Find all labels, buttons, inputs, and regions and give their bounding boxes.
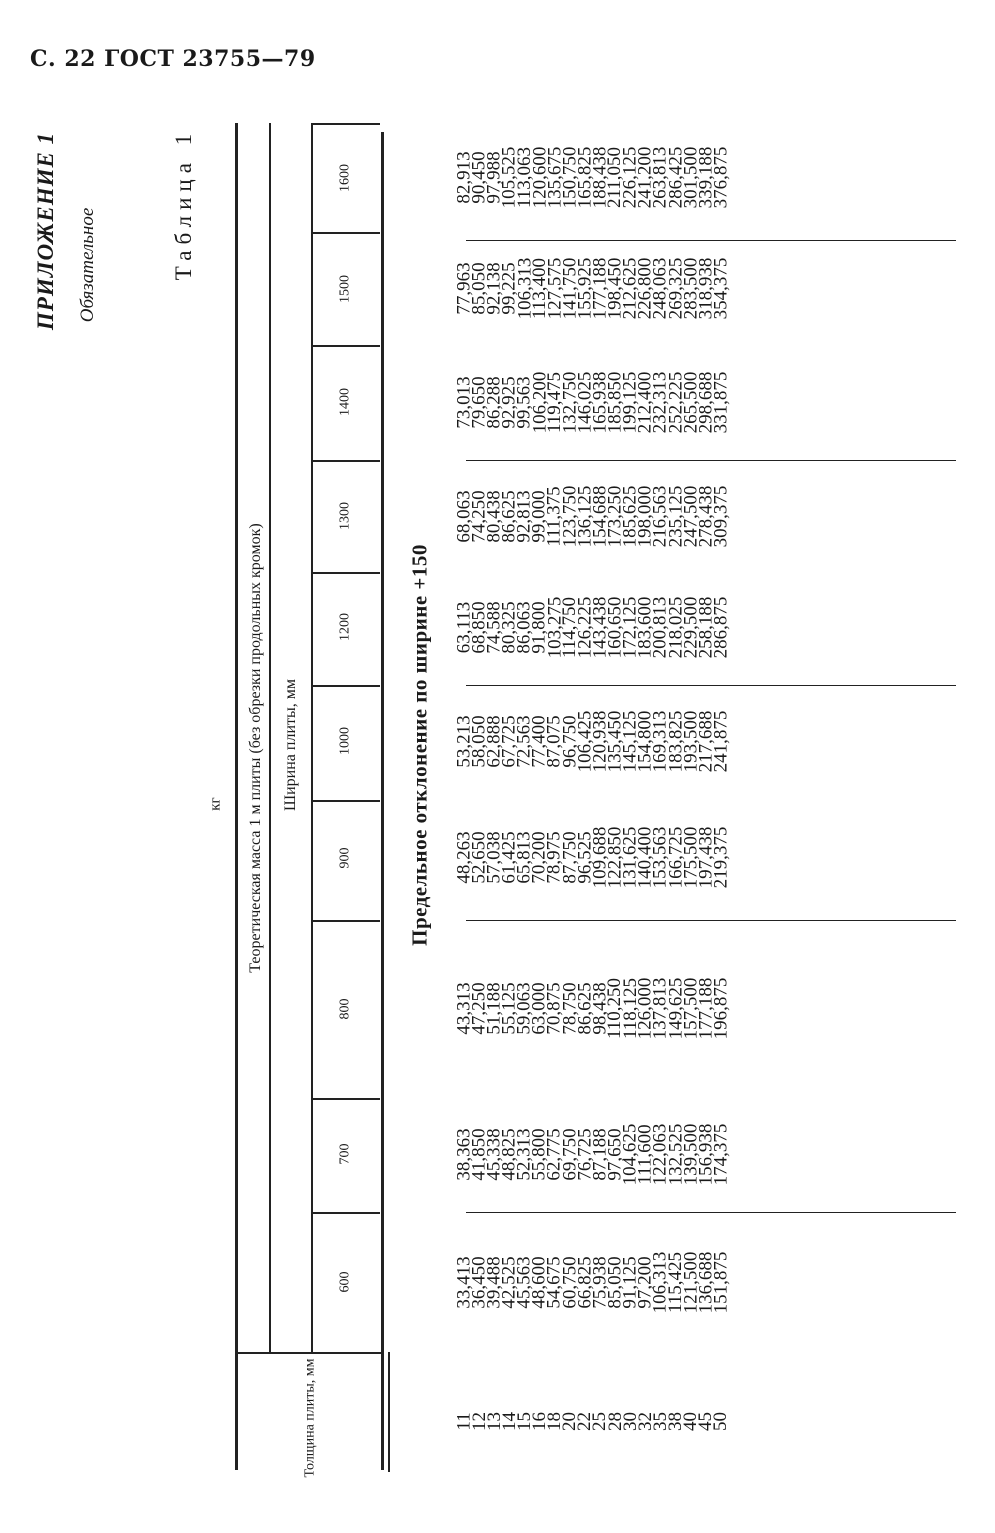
thickness-label (710, 1404, 732, 1439)
mass-value: 141,750 (559, 257, 581, 320)
mass-value: 97,200 (634, 1255, 656, 1309)
column-group-separator (466, 685, 956, 686)
mass-value: 76,725 (574, 1127, 596, 1181)
mass-value: 87,750 (559, 831, 581, 884)
mass-value: 39,488 (483, 1255, 505, 1309)
mass-value: 212,400 (634, 371, 656, 433)
mass-value: 65,813 (513, 831, 535, 884)
mass-value: 52,650 (468, 831, 490, 884)
width-header-separator (312, 232, 380, 234)
mass-value: 199,125 (619, 371, 641, 433)
mass-cell (710, 242, 732, 335)
mass-value: 175,500 (680, 826, 701, 889)
thickness-value: 38 (664, 1412, 686, 1431)
mass-value: 154,688 (589, 485, 611, 547)
mass-value: 177,188 (695, 977, 717, 1040)
mass-value: 174,375 (710, 1123, 732, 1185)
mass-value: 51,188 (483, 982, 505, 1035)
width-header-1200: 1200 (337, 613, 353, 641)
mass-cell (710, 695, 732, 787)
mass-value: 91,125 (619, 1255, 641, 1309)
mass-value: 70,875 (544, 982, 566, 1035)
mass-value: 185,625 (619, 485, 641, 547)
mass-value: 48,263 (453, 831, 475, 884)
mass-value: 269,325 (664, 257, 686, 320)
mass-value: 106,313 (649, 1251, 671, 1313)
mass-value: 85,050 (604, 1255, 626, 1309)
mass-value: 70,200 (529, 831, 550, 884)
mass-value: 111,375 (544, 485, 566, 547)
mass-value: 77,963 (453, 262, 475, 315)
mass-value: 121,500 (680, 1251, 701, 1313)
mass-value: 62,888 (483, 714, 505, 768)
mass-value: 126,000 (634, 977, 656, 1040)
width-header-separator (312, 800, 380, 802)
thickness-value: 20 (559, 1412, 581, 1431)
width-header-800: 800 (337, 998, 353, 1019)
column-group-separator (466, 240, 956, 241)
mass-value: 229,500 (680, 596, 701, 658)
mass-value: 156,938 (695, 1123, 717, 1185)
column-group-separator (466, 920, 956, 921)
mass-value: 318,938 (695, 257, 717, 320)
mass-value: 111,600 (634, 1123, 656, 1185)
mass-cell (710, 930, 732, 1087)
mass-value: 165,825 (574, 146, 596, 209)
mass-value: 263,813 (649, 146, 671, 209)
width-header-separator (312, 572, 380, 574)
mass-cell (710, 470, 732, 562)
mass-value: 67,725 (498, 714, 520, 768)
mass-value: 79,650 (468, 375, 490, 429)
mass-value: 286,425 (664, 146, 686, 209)
mass-value: 135,450 (604, 710, 626, 772)
mass-value: 193,500 (680, 710, 701, 772)
mass-value: 86,288 (483, 375, 505, 429)
mass-value: 212,625 (619, 257, 641, 320)
mass-value: 55,800 (529, 1127, 550, 1181)
width-header-700: 700 (337, 1143, 353, 1165)
mass-value: 87,188 (589, 1127, 611, 1181)
mass-cell (710, 1108, 732, 1200)
width-caption-divider (311, 123, 313, 1352)
thickness-value: 40 (680, 1412, 701, 1431)
mass-value: 78,750 (559, 982, 581, 1035)
mass-value: 61,425 (498, 831, 520, 884)
mass-caption-divider (269, 123, 271, 1352)
mass-value: 66,825 (574, 1255, 596, 1309)
mass-value: 226,800 (634, 257, 656, 320)
width-header-1000: 1000 (337, 727, 353, 755)
mass-value: 376,875 (710, 146, 732, 209)
width-header-separator (312, 1098, 380, 1100)
mass-value: 137,813 (649, 977, 671, 1040)
mass-value: 120,600 (529, 146, 550, 209)
unit-label: кг (207, 797, 224, 811)
thickness-value: 11 (453, 1412, 475, 1431)
mass-value: 265,500 (680, 371, 701, 433)
width-header-1600: 1600 (337, 163, 353, 192)
mass-value: 54,675 (544, 1255, 566, 1309)
thickness-value: 14 (498, 1412, 520, 1431)
mass-value: 52,313 (513, 1127, 535, 1181)
mass-value: 43,313 (453, 982, 475, 1035)
mass-value: 104,625 (619, 1123, 641, 1185)
width-header-600: 600 (337, 1271, 353, 1293)
mass-value: 154,800 (634, 710, 656, 772)
mass-value: 68,063 (453, 489, 475, 543)
mass-value: 217,688 (695, 710, 717, 772)
table-border-left (235, 123, 238, 1470)
mass-value: 136,688 (695, 1251, 717, 1313)
mass-value: 92,813 (513, 489, 535, 543)
mass-value: 177,188 (589, 257, 611, 320)
thickness-header: Толщина плиты, мм (302, 1358, 318, 1478)
mass-value: 198,450 (604, 257, 626, 320)
width-header-separator (312, 1212, 380, 1214)
thickness-value: 28 (604, 1412, 626, 1431)
thickness-value: 13 (483, 1412, 505, 1431)
mass-value: 166,725 (664, 826, 686, 889)
mass-value: 62,775 (544, 1127, 566, 1181)
mass-value: 99,000 (529, 489, 550, 543)
mass-value: 77,400 (529, 714, 550, 768)
mass-value: 136,125 (574, 485, 596, 547)
mass-value: 55,125 (498, 982, 520, 1035)
mass-value: 86,063 (513, 600, 535, 654)
mass-value: 278,438 (695, 485, 717, 547)
mass-value: 105,525 (498, 146, 520, 209)
column-group-separator (466, 460, 956, 461)
mass-value: 151,875 (710, 1251, 732, 1313)
mass-value: 115,425 (664, 1251, 686, 1313)
mass-value: 63,000 (529, 982, 550, 1035)
mass-value: 92,138 (483, 262, 505, 315)
width-header-1500: 1500 (337, 274, 353, 303)
mass-value: 42,525 (498, 1255, 520, 1309)
mass-value: 45,338 (483, 1127, 505, 1181)
mass-value: 165,938 (589, 371, 611, 433)
page-header: С. 22 ГОСТ 23755—79 (30, 46, 316, 72)
mass-caption: Теоретическая масса 1 м плиты (без обрезки продольных кромок) (247, 523, 264, 973)
mass-value: 72,563 (513, 714, 535, 768)
header-body-divider (381, 132, 384, 1470)
width-header-separator (312, 460, 380, 462)
mass-value: 98,438 (589, 982, 611, 1035)
mass-value: 33,413 (453, 1255, 475, 1309)
mass-value: 126,225 (574, 596, 596, 658)
mass-value: 339,188 (695, 146, 717, 209)
column-group-separator (466, 1212, 956, 1213)
mass-value: 82,913 (453, 151, 475, 204)
mass-value: 123,750 (559, 485, 581, 547)
mass-value: 309,375 (710, 485, 732, 547)
mass-value: 106,425 (574, 710, 596, 772)
mass-value: 85,050 (468, 262, 490, 315)
mass-value: 248,063 (649, 257, 671, 320)
mass-value: 48,825 (498, 1127, 520, 1181)
mass-value: 118,125 (619, 977, 641, 1040)
mass-value: 216,563 (649, 485, 671, 547)
width-caption: Ширина плиты, мм (282, 678, 299, 812)
mass-value: 226,125 (619, 146, 641, 209)
thickness-value: 16 (529, 1412, 550, 1431)
mass-value: 172,125 (619, 596, 641, 658)
mass-value: 146,025 (574, 371, 596, 433)
mass-value: 153,563 (649, 826, 671, 889)
mass-value: 241,200 (634, 146, 656, 209)
mass-value: 69,750 (559, 1127, 581, 1181)
mass-value: 48,600 (529, 1255, 550, 1309)
mass-value: 110,250 (604, 977, 626, 1040)
width-header-1300: 1300 (337, 502, 353, 530)
mass-value: 78,975 (544, 831, 566, 884)
mass-value: 38,363 (453, 1127, 475, 1181)
mass-value: 241,875 (710, 710, 732, 772)
mass-value: 47,250 (468, 982, 490, 1035)
mass-value: 97,650 (604, 1127, 626, 1181)
mass-value: 140,400 (634, 826, 656, 889)
mass-value: 122,063 (649, 1123, 671, 1185)
mass-value: 219,375 (710, 826, 732, 889)
mass-value: 120,938 (589, 710, 611, 772)
mass-value: 97,988 (483, 151, 505, 204)
width-header-900: 900 (337, 847, 353, 868)
mass-value: 109,688 (589, 826, 611, 889)
mass-value: 57,038 (483, 831, 505, 884)
mass-value: 252,225 (664, 371, 686, 433)
mass-value: 106,200 (529, 371, 550, 433)
header-divider (237, 1352, 382, 1354)
mass-value: 286,875 (710, 596, 732, 658)
mass-value: 59,063 (513, 982, 535, 1035)
mass-value: 160,650 (604, 596, 626, 658)
mass-value: 63,113 (453, 601, 475, 653)
mass-value: 183,600 (634, 596, 656, 658)
mass-value: 113,063 (513, 146, 535, 209)
mass-value: 301,500 (680, 146, 701, 209)
mass-value: 73,013 (453, 375, 475, 429)
mass-value: 113,400 (529, 257, 551, 320)
thickness-value: 18 (544, 1412, 566, 1431)
mass-value: 258,188 (695, 596, 717, 658)
appendix-title: ПРИЛОЖЕНИЕ 1 (33, 131, 58, 331)
mass-value: 200,813 (649, 596, 671, 658)
mass-value: 132,750 (559, 371, 581, 433)
thickness-value: 50 (710, 1412, 732, 1431)
mass-value: 122,850 (604, 826, 626, 889)
mass-value: 103,275 (544, 596, 566, 658)
mass-value: 91,800 (529, 600, 550, 654)
mass-value: 36,450 (468, 1255, 490, 1309)
mass-value: 96,525 (574, 831, 596, 884)
mass-value: 298,688 (695, 371, 717, 433)
width-header-separator (312, 345, 380, 347)
thickness-value: 30 (619, 1412, 641, 1431)
mass-value: 169,313 (649, 710, 671, 772)
mass-cell (710, 582, 732, 672)
mass-value: 86,625 (498, 489, 520, 543)
mass-value: 106,313 (513, 257, 535, 320)
thickness-value: 12 (468, 1412, 490, 1431)
thickness-value: 25 (589, 1412, 611, 1431)
mass-value: 86,625 (574, 982, 596, 1035)
mass-value: 218,025 (664, 596, 686, 658)
mass-value: 132,525 (664, 1123, 686, 1185)
mass-value: 197,438 (695, 826, 717, 889)
mass-value: 114,750 (559, 596, 581, 658)
mass-value: 155,925 (574, 257, 596, 320)
mass-value: 131,625 (619, 826, 641, 889)
mass-value: 283,500 (680, 257, 701, 320)
mass-value: 196,875 (710, 977, 732, 1040)
mass-value: 354,375 (710, 257, 732, 320)
mass-cell (710, 133, 732, 222)
mass-value: 235,125 (664, 485, 686, 547)
thickness-value: 45 (695, 1412, 717, 1431)
mass-value: 60,750 (559, 1255, 581, 1309)
mass-value: 135,675 (544, 146, 566, 209)
appendix-status: Обязательное (77, 207, 98, 323)
mass-value: 75,938 (589, 1255, 611, 1309)
mass-value: 74,250 (468, 489, 490, 543)
mass-value: 232,313 (649, 371, 671, 433)
mass-value: 68,850 (468, 600, 490, 654)
mass-value: 150,750 (559, 146, 581, 209)
mass-value: 247,500 (680, 485, 701, 547)
mass-value: 149,625 (664, 977, 686, 1040)
mass-value: 145,125 (619, 710, 641, 772)
mass-value: 198,000 (634, 485, 656, 547)
mass-cell (710, 355, 732, 449)
table-label: Таблица 1 (171, 127, 196, 281)
mass-value: 80,325 (498, 600, 520, 654)
mass-value: 45,563 (513, 1255, 535, 1309)
section-title: Предельное отклонение по ширине +150 (407, 544, 432, 946)
mass-value: 185,850 (604, 371, 626, 433)
mass-cell (710, 1222, 732, 1342)
mass-value: 90,450 (468, 151, 490, 204)
body-thickness-divider (388, 1352, 390, 1472)
mass-value: 87,075 (544, 714, 566, 768)
mass-value: 331,875 (710, 371, 732, 433)
mass-value: 80,438 (483, 489, 505, 543)
mass-value: 127,575 (544, 257, 566, 320)
mass-value: 183,825 (664, 710, 686, 772)
mass-value: 157,500 (680, 977, 701, 1040)
thickness-value: 15 (513, 1412, 535, 1431)
mass-value: 143,438 (589, 596, 611, 658)
width-header-separator (312, 920, 380, 922)
mass-value: 58,050 (468, 714, 490, 768)
thickness-value: 22 (574, 1412, 596, 1431)
mass-value: 139,500 (680, 1123, 701, 1185)
mass-cell (710, 810, 732, 905)
mass-value: 74,588 (483, 600, 505, 654)
width-header-1400: 1400 (337, 388, 353, 416)
thickness-value: 35 (649, 1412, 671, 1431)
mass-value: 41,850 (468, 1127, 490, 1181)
mass-value: 119,475 (544, 371, 566, 433)
mass-value: 96,750 (559, 714, 581, 768)
mass-value: 92,925 (498, 375, 520, 429)
mass-value: 173,250 (604, 485, 626, 547)
thickness-value: 32 (634, 1412, 656, 1431)
mass-value: 99,225 (498, 262, 520, 315)
width-header-separator (312, 685, 380, 687)
width-header-separator (312, 123, 380, 125)
mass-value: 188,438 (589, 146, 611, 209)
mass-value: 99,563 (513, 375, 535, 429)
mass-value: 53,213 (453, 714, 475, 768)
mass-value: 211,050 (604, 146, 626, 209)
